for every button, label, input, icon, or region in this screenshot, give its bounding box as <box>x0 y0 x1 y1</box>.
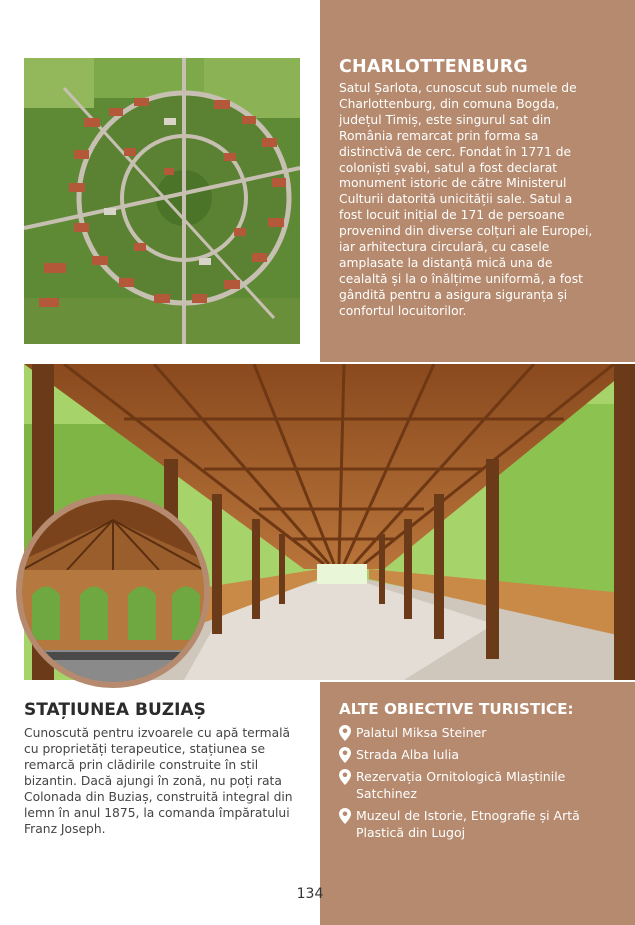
map-pin-icon <box>339 808 351 824</box>
list-item-label: Palatul Miksa Steiner <box>356 725 487 740</box>
alte-obiective-title: ALTE OBIECTIVE TURISTICE: <box>339 700 574 718</box>
charlottenburg-title: CHARLOTTENBURG <box>339 57 528 77</box>
page-number: 134 <box>296 886 324 902</box>
list-item <box>339 746 609 763</box>
map-pin-icon <box>339 747 351 763</box>
map-pin-icon <box>339 769 351 785</box>
list-item-label: Strada Alba Iulia <box>356 747 460 762</box>
village-aerial-photo <box>24 58 300 344</box>
map-pin-icon <box>339 725 351 741</box>
charlottenburg-text: Satul Șarlota, cunoscut sub numele de Charlottenburg, din comuna Bogda, județul Timiș, este singurul sat din România remarcat prin forma sa distinctivă de cerc. Fondat în 1771 de coloniști șvabi, satul a fost declarat monument istoric de către Ministerul Culturii datorită unicității sale. Satul a fost locuit inițial de 171 de persoane provenind din diverse colțuri ale Europei, iar arhitectura circulară, cu casele amplasate la distanță mică una de cealaltă și la o înălțime uniformă, a fost gândită pentru a asigura siguranța și confortul locuitorilor. <box>339 81 593 318</box>
list-item-label: Rezervația Ornitologică Mlaștinile Satchinez <box>356 769 566 801</box>
alte-obiective-list <box>339 724 609 846</box>
gazebo-photo <box>16 494 210 688</box>
list-item <box>339 807 609 841</box>
list-item-label: Muzeul de Istorie, Etnografie și Artă Plastică din Lugoj <box>356 808 580 840</box>
buzias-title: STAȚIUNEA BUZIAȘ <box>24 700 206 720</box>
list-item <box>339 724 609 741</box>
list-item <box>339 768 609 802</box>
buzias-text: Cunoscută pentru izvoarele cu apă termală cu proprietăți terapeutice, stațiunea se remarcă prin clădirile construite în stil bizantin. Dacă ajungi în zonă, nu poți rata Colonada din Buziaș, construită integral din lemn în anul 1875, la comanda împăratului Franz Joseph. <box>24 726 293 836</box>
